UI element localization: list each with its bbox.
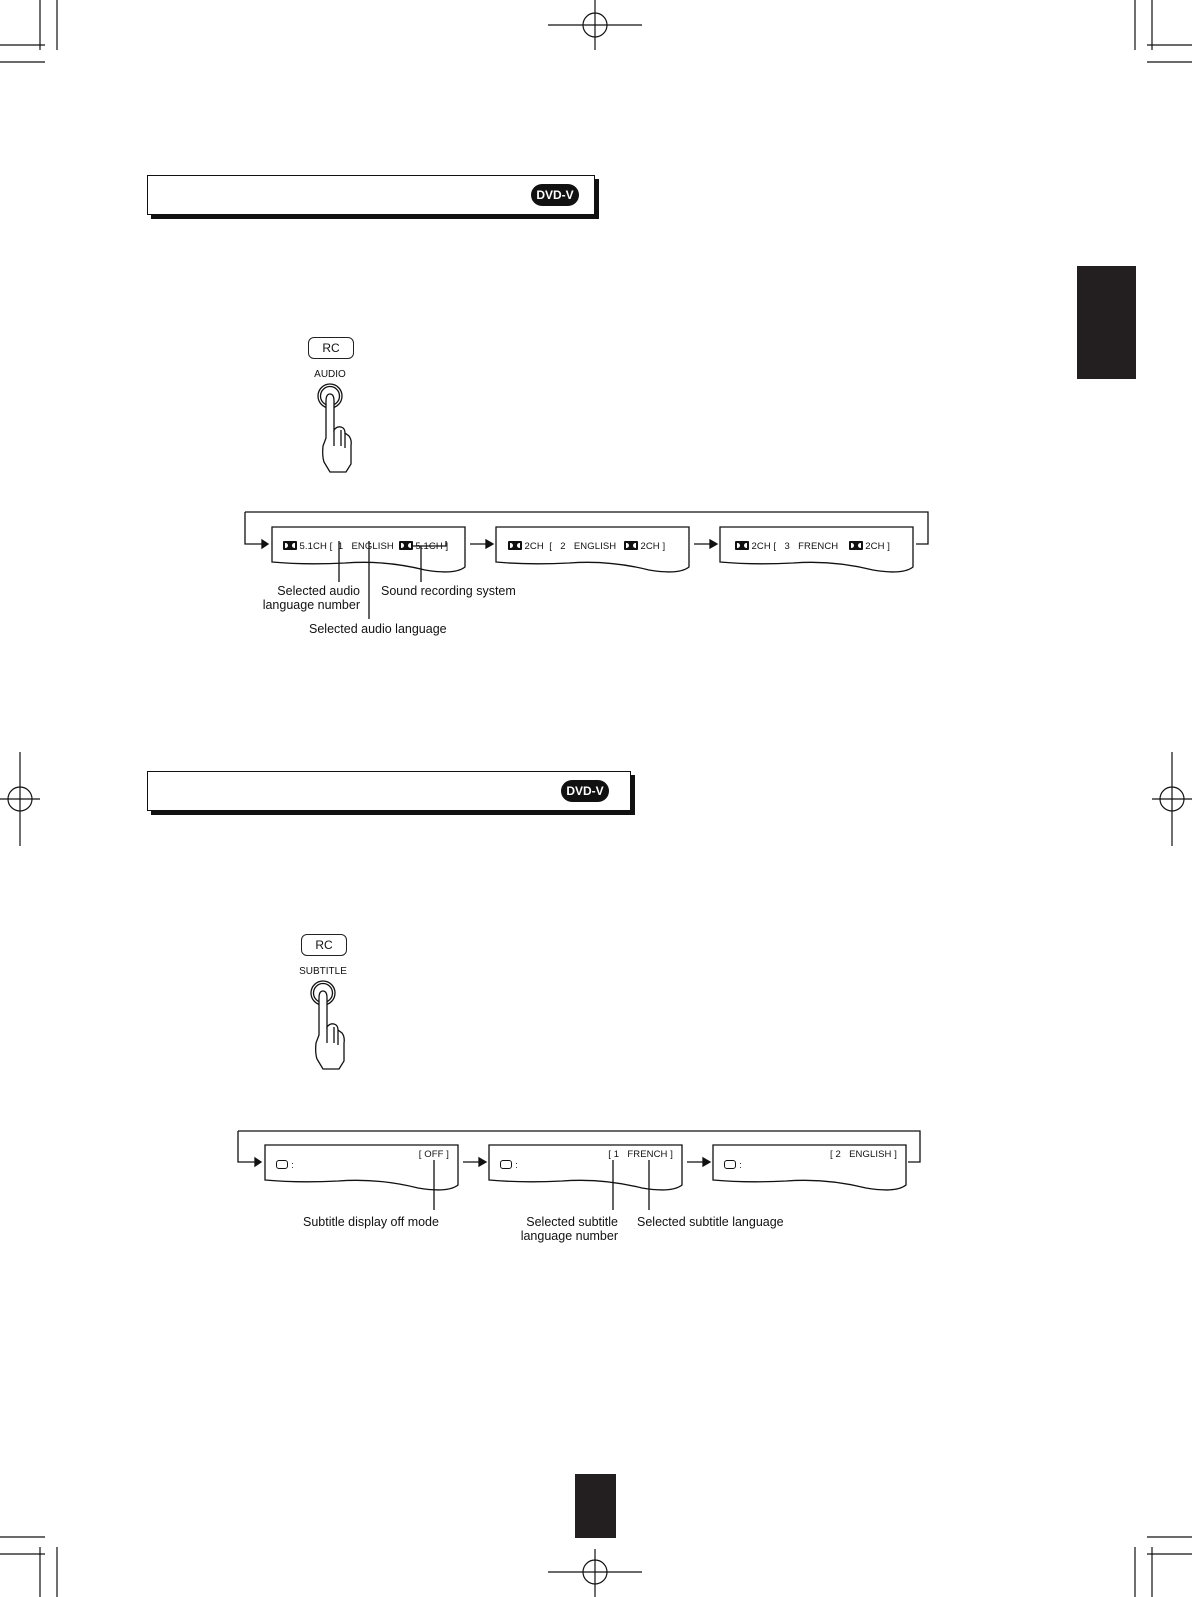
subtitle-osd-3: : [ 2 ENGLISH ]: [719, 1149, 899, 1182]
audio-osd-1: 5.1CH [ 1 ENGLISH 5.1CH ]: [278, 530, 448, 552]
caption-audio-system: Sound recording system: [381, 584, 516, 598]
dvd-v-badge: DVD-V: [531, 184, 579, 206]
caption-audio-number: Selected audio language number: [262, 584, 360, 612]
subtitle-icon: [500, 1160, 512, 1169]
caption-subtitle-number: Selected subtitle language number: [520, 1215, 618, 1243]
subtitle-icon: [276, 1160, 288, 1169]
subtitle-osd-1: : [ OFF ]: [271, 1149, 451, 1182]
rc-label: RC: [301, 934, 347, 956]
subtitle-button-label: SUBTITLE: [299, 966, 347, 977]
caption-subtitle-off: Subtitle display off mode: [303, 1215, 439, 1229]
audio-osd-3: 2CH [ 3 FRENCH 2CH ]: [730, 530, 890, 552]
subtitle-icon: [724, 1160, 736, 1169]
caption-audio-language: Selected audio language: [309, 622, 447, 636]
subtitle-osd-2: : [ 1 FRENCH ]: [495, 1149, 675, 1182]
audio-osd-2: 2CH [ 2 ENGLISH 2CH ]: [503, 530, 665, 552]
audio-button-label: AUDIO: [314, 369, 346, 380]
rc-label: RC: [308, 337, 354, 359]
dvd-v-badge: DVD-V: [561, 780, 609, 802]
caption-subtitle-language: Selected subtitle language: [637, 1215, 784, 1229]
